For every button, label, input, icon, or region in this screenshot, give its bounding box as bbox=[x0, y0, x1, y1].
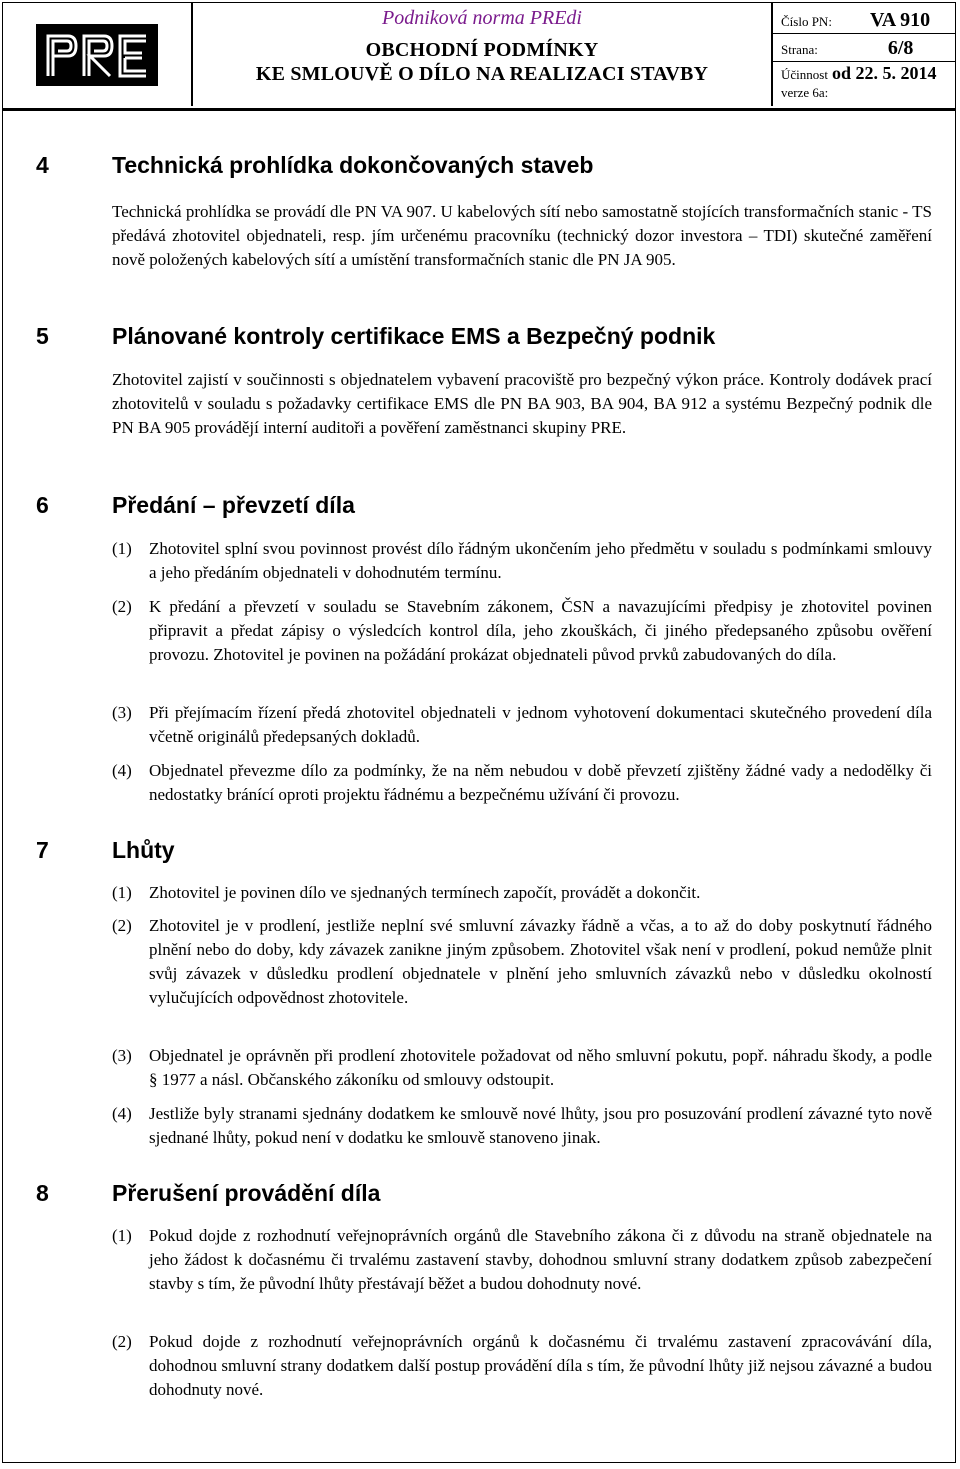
header-rule bbox=[3, 108, 955, 111]
item-number: (2) bbox=[112, 916, 132, 935]
list-item: Pokud dojde z rozhodnutí veřejnoprávních orgánů dle Stavebního zákona či z důvodu na straně objednatele na jeho žádost k dočasnému či trvalému zastavení stavby, dohodnou smluvní strany dodatkem způsob zabezpečení stavby s tím, že původní lhůty přestávají běžet a budou dohodnuty nové. bbox=[149, 1226, 932, 1293]
document-title-line1: OBCHODNÍ PODMÍNKY bbox=[365, 39, 599, 61]
item-number: (4) bbox=[112, 761, 132, 780]
section-title: Lhůty bbox=[112, 837, 175, 863]
pre-logo bbox=[36, 24, 158, 86]
section-number: 5 bbox=[36, 323, 49, 349]
page-value: 6/8 bbox=[887, 37, 914, 59]
list-item: Objednatel převezme dílo za podmínky, že na něm nebudou v době převzetí zjištěny žádné vady a nedodělky či nedostatky bránící oproti projektu řádnému a bezpečnému užívání či provozu. bbox=[149, 761, 932, 804]
list-item: Zhotovitel je v prodlení, jestliže neplní své smluvní závazky řádně a včas, a to až do doby poskytnutí řádného plnění nebo do doby, kdy závazek zanikne jiným způsobem. Zhotovitel však není v prodlení, pokud nemůže plnit svůj závazek v důsledku prodlení objednatele v plnění jeho smluvních závazků nebo v důsledku okolností vylučujících odpovědnost zhotovitele. bbox=[149, 916, 932, 1007]
validity-label: Účinnost bbox=[781, 67, 828, 82]
section-title: Přerušení provádění díla bbox=[112, 1180, 381, 1206]
logo-cell bbox=[3, 3, 193, 106]
section-number: 8 bbox=[36, 1180, 49, 1206]
section-number: 4 bbox=[36, 152, 49, 178]
item-number: (2) bbox=[112, 1332, 132, 1351]
item-number: (1) bbox=[112, 1226, 132, 1245]
header-meta-cell bbox=[773, 3, 955, 106]
item-number: (4) bbox=[112, 1104, 132, 1123]
list-item: K předání a převzetí v souladu se Stavebním zákonem, ČSN a navazujícími předpisy je zhotovitel povinen připravit a předat zápisy o výsledcích kontrol díla, jeho zkouškách, či jiného předepsaného způsobu ověření provozu. Zhotovitel je povinen na požádání prokázat objednateli původ prvků zabudovaných do díla. bbox=[149, 597, 932, 664]
header-title-cell bbox=[193, 3, 773, 106]
meta-divider bbox=[773, 61, 955, 62]
item-number: (3) bbox=[112, 1046, 132, 1065]
section-paragraph: Technická prohlídka se provádí dle PN VA 907. U kabelových sítí nebo samostatně stojících transformačních stanic - TS předává zhotovitel objednateli, resp. jím určenému pracovníku (technický dozor investora – TDI) skutečné zaměření nově položených kabelových sítí a umístění transformačních stanic dle PN JA 905. bbox=[112, 202, 932, 269]
section-title: Plánované kontroly certifikace EMS a Bezpečný podnik bbox=[112, 323, 716, 349]
list-item: Zhotovitel splní svou povinnost provést dílo řádným ukončením jeho předmětu v souladu s podmínkami smlouvy a jeho předáním objednateli v dohodnutém termínu. bbox=[149, 539, 932, 582]
meta-number-row bbox=[781, 9, 930, 32]
item-number: (3) bbox=[112, 703, 132, 722]
list-item: Jestliže byly stranami sjednány dodatkem ke smlouvě nové lhůty, jsou pro posuzování prodlení závazné tyto nově sjednané lhůty, pokud není v dodatku ke smlouvě stanoveno jinak. bbox=[149, 1104, 932, 1147]
version-label: verze 6a: bbox=[781, 85, 829, 100]
item-number: (2) bbox=[112, 597, 132, 616]
meta-validity-row bbox=[781, 63, 936, 84]
document-header bbox=[3, 3, 955, 108]
list-item: Při přejímacím řízení předá zhotovitel objednateli v jednom vyhotovení dokumentaci skutečného provedení díla včetně originálů předepsaných dokladů. bbox=[149, 703, 932, 746]
list-item: Zhotovitel je povinen dílo ve sjednaných termínech započít, provádět a dokončit. bbox=[149, 883, 701, 902]
number-label: Číslo PN: bbox=[781, 14, 832, 29]
page-label: Strana: bbox=[781, 42, 818, 57]
section-number: 6 bbox=[36, 492, 49, 518]
list-item: Objednatel je oprávněn při prodlení zhotovitele požadovat od něho smluvní pokutu, popř. náhradu škody, a podle § 1977 a násl. Občanského zákoníku od smlouvy odstoupit. bbox=[149, 1046, 932, 1089]
meta-divider bbox=[773, 33, 955, 34]
section-paragraph: Zhotovitel zajistí v součinnosti s objednatelem vybavení pracoviště pro bezpečný výkon práce. Kontroly dodávek prací zhotovitelů v souladu s požadavky certifikace EMS dle PN BA 903, BA 904, BA 912 a systému Bezpečný podnik dle PN BA 905 provádějí interní auditoři a pověření zaměstnanci skupiny PRE. bbox=[112, 370, 932, 437]
number-value: VA 910 bbox=[869, 9, 931, 31]
meta-version-row bbox=[781, 85, 828, 101]
list-item: Pokud dojde z rozhodnutí veřejnoprávních orgánů k dočasnému či trvalému zastavení zpracovávání díla, dohodnou smluvní strany dodatkem další postup provádění díla s tím, že původní lhůty již nejsou závazné a budou dohodnuty nové. bbox=[149, 1332, 932, 1399]
document-title-line2: KE SMLOUVĚ O DÍLO NA REALIZACI STAVBY bbox=[255, 63, 709, 85]
section-title: Technická prohlídka dokončovaných staveb bbox=[112, 152, 594, 178]
meta-page-row bbox=[781, 37, 913, 60]
validity-value: od 22. 5. 2014 bbox=[831, 63, 937, 83]
item-number: (1) bbox=[112, 883, 132, 902]
section-number: 7 bbox=[36, 837, 49, 863]
item-number: (1) bbox=[112, 539, 132, 558]
standard-name: Podniková norma PREdi bbox=[382, 7, 582, 29]
section-title: Předání – převzetí díla bbox=[112, 492, 355, 518]
